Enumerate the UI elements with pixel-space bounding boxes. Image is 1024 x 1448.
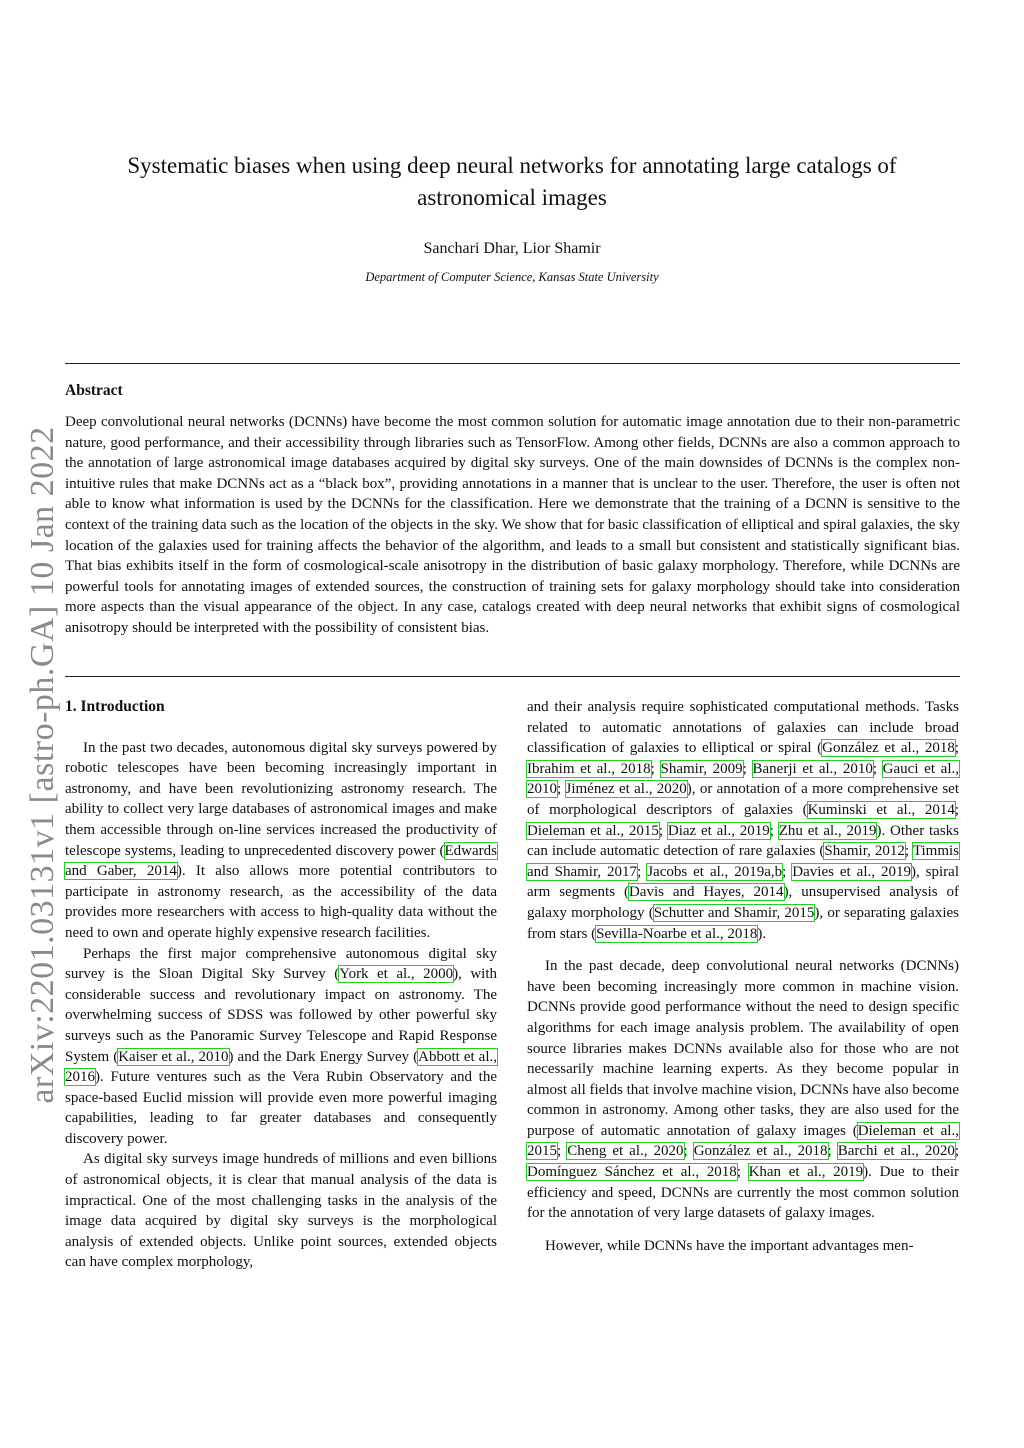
citation-link[interactable]: Sevilla-Noarbe et al., 2018 bbox=[596, 925, 758, 942]
paragraph-text: ), spiral arm segments ( bbox=[527, 863, 959, 901]
author-affiliation: Department of Computer Science, Kansas State University bbox=[365, 270, 659, 284]
citation-link[interactable]: Timmis and Shamir, 2017 bbox=[527, 843, 959, 880]
paragraph-text: ; bbox=[557, 1143, 568, 1160]
left-column-paragraphs bbox=[65, 738, 497, 1273]
paragraph-text: ; bbox=[782, 863, 793, 880]
right-column-paragraphs bbox=[527, 697, 959, 1256]
citation-link[interactable]: Ibrahim et al., 2018 bbox=[527, 760, 651, 777]
citation-link[interactable]: Zhu et al., 2019 bbox=[778, 822, 877, 839]
abstract-top-rule bbox=[65, 363, 960, 364]
citation-link[interactable]: Davies et al., 2019 bbox=[792, 863, 911, 880]
paragraph bbox=[65, 738, 497, 944]
citation-link[interactable]: Kuminski et al., 2014 bbox=[807, 801, 955, 818]
paragraph bbox=[527, 697, 959, 944]
citation-link[interactable]: González et al., 2018 bbox=[693, 1143, 828, 1160]
right-column bbox=[527, 697, 959, 1256]
citation-link[interactable]: Schutter and Shamir, 2015 bbox=[653, 904, 815, 921]
citation-link[interactable]: Barchi et al., 2020 bbox=[837, 1143, 955, 1160]
paragraph-text: ). bbox=[757, 925, 767, 942]
paragraph-text: ; bbox=[954, 740, 959, 757]
paragraph-text: and their analysis require sophisticated computational methods. Tasks related to automatic annotations of galaxies can include broad classification of galaxies to elliptical or spiral ( bbox=[527, 699, 959, 757]
citation-link[interactable]: Shamir, 2012 bbox=[824, 843, 905, 860]
citation-link[interactable]: Diaz et al., 2019 bbox=[667, 822, 770, 839]
paragraph bbox=[65, 1149, 497, 1273]
paragraph-text: As digital sky surveys image hundreds of millions and even billions of astronomical objects, it is clear that manual analysis of the data is impractical. One of the most challenging tasks in the analysis of the image data acquired by digital sky surveys is the morphological analysis of extended objects. Unlike point sources, extended objects can have complex morphology, bbox=[65, 1151, 497, 1271]
paragraph-text: ) and the Dark Energy Survey ( bbox=[228, 1048, 419, 1065]
arxiv-identifier bbox=[20, 420, 65, 1110]
paragraph-text: ). It also allows more potential contributors to participate in astronomy research, as the accessibility of the data provides more researchers with access to high-quality data without the need to own and operate highly expensive research facilities. bbox=[65, 863, 498, 941]
paragraph-text: ), with considerable success and revolutionary impact on astronomy. The overwhelming success of SDSS was followed by other powerful sky surveys such as the Panoramic Survey Telescope and Rapid Response System ( bbox=[65, 966, 497, 1065]
paragraph-text: ). Future ventures such as the Vera Rubin Observatory and the space-based Euclid mission will provide even more powerful imaging capabilities, leading to far greater databases and consequently discovery power. bbox=[65, 1069, 497, 1147]
paragraph-text: ; bbox=[658, 822, 668, 839]
paragraph-text: In the past decade, deep convolutional neural networks (DCNNs) have been becoming increasingly more common in machine vision. DCNNs provide good performance without the need to design specific algorithms for each image analysis problem. The availability of open source libraries makes DCNNs available also for those who are not necessarily machine learning experts. As they become popular in almost all fields that involve machine vision, DCNNs have also become common in astronomy. Among other tasks, they are also used for the purpose of automatic annotation of galaxy images ( bbox=[527, 958, 959, 1139]
paragraph-text: ; bbox=[557, 781, 566, 798]
paragraph-text: ; bbox=[872, 760, 883, 777]
paragraph-text: ; bbox=[742, 760, 753, 777]
citation-link[interactable]: Jiménez et al., 2020 bbox=[565, 781, 687, 798]
paragraph-text: ; bbox=[683, 1143, 694, 1160]
paragraph-text: ; bbox=[736, 1164, 749, 1181]
citation-link[interactable]: Dieleman et al., 2015 bbox=[527, 1122, 959, 1160]
paragraph-text: However, while DCNNs have the important advantages men- bbox=[545, 1237, 914, 1254]
paragraph-text: ). Other tasks can include automatic detection of rare galaxies ( bbox=[527, 822, 959, 860]
paragraph-text: Perhaps the first major comprehensive autonomous digital sky survey is the Sloan Digital Sky Survey ( bbox=[65, 945, 497, 983]
section-heading-introduction: 1. Introduction bbox=[65, 698, 165, 715]
citation-link[interactable]: Davis and Hayes, 2014 bbox=[628, 884, 784, 901]
citation-link[interactable]: González et al., 2018 bbox=[822, 740, 955, 757]
paragraph-text: ). Due to their efficiency and speed, DCNNs are currently the most common solution for the annotation of very large datasets of galaxy images. bbox=[527, 1164, 960, 1222]
citation-link[interactable]: Edwards and Gaber, 2014 bbox=[65, 842, 497, 880]
paragraph-text: ; bbox=[769, 822, 779, 839]
citation-link[interactable]: Khan et al., 2019 bbox=[748, 1164, 864, 1181]
paragraph-text: ; bbox=[954, 1143, 960, 1160]
citation-link[interactable]: Jacobs et al., 2019a,b bbox=[647, 863, 783, 880]
citation-link[interactable]: Shamir, 2009 bbox=[660, 760, 743, 777]
abstract-heading: Abstract bbox=[65, 382, 123, 399]
paragraph bbox=[527, 1236, 959, 1257]
paragraph-text: ), or annotation of a more comprehensive set of morphological descriptors of galaxies ( bbox=[527, 781, 960, 818]
arxiv-identifier-text: arXiv:2201.03131v1 [astro-ph.GA] 10 Jan 2022 bbox=[23, 426, 61, 1104]
citation-link[interactable]: Gauci et al., 2010 bbox=[527, 760, 959, 798]
paragraph-text: ; bbox=[827, 1143, 838, 1160]
paragraph-text: ), or separating galaxies from stars ( bbox=[527, 904, 960, 942]
left-column bbox=[65, 697, 497, 1273]
citation-link[interactable]: Domínguez Sánchez et al., 2018 bbox=[527, 1164, 737, 1181]
citation-link[interactable]: Banerji et al., 2010 bbox=[752, 760, 873, 777]
abstract-text: Deep convolutional neural networks (DCNNs) have become the most common solution for automatic image annotation due to their non-parametric nature, good performance, and their accessibility through libraries such as TensorFlow. Among other fields, DCNNs are also a common approach to the annotation of large astronomical image databases acquired by digital sky surveys. One of the main downsides of DCNNs is the complex non-intuitive rules that make DCNNs act as a “black box”, providing annotations in a manner that is unclear to the user. Therefore, the user is often not able to know what information is used by the DCNNs for the classification. Here we demonstrate that the training of a DCNN is sensitive to the context of the training data such as the location of the objects in the sky. We show that for basic classification of elliptical and spiral galaxies, the sky location of the galaxies used for training affects the behavior of the algorithm, and leads to a small but consistent and statistically significant bias. That bias exhibits itself in the form of cosmological-scale anisotropy in the distribution of basic galaxy morphology. Therefore, while DCNNs are powerful tools for annotating images of extended sources, the construction of training sets for galaxy morphology should take into consideration more aspects than the visual appearance of the object. In any case, catalogs created with deep neural networks that exhibit signs of cosmological anisotropy should be interpreted with the possibility of consistent bias. bbox=[65, 414, 960, 636]
paragraph-text: ; bbox=[637, 863, 648, 880]
citation-link[interactable]: Dieleman et al., 2015 bbox=[527, 822, 659, 839]
paper-authors: Sanchari Dhar, Lior Shamir bbox=[423, 240, 601, 257]
paragraph bbox=[65, 944, 497, 1150]
citation-link[interactable]: York et al., 2000 bbox=[339, 966, 454, 983]
paragraph-text: ), unsupervised analysis of galaxy morphology ( bbox=[527, 884, 959, 921]
citation-link[interactable]: Abbott et al., 2016 bbox=[65, 1048, 497, 1086]
paper-title: Systematic biases when using deep neural networks for annotating large catalogs of astronomical images bbox=[127, 153, 897, 210]
paragraph-text: ; bbox=[904, 843, 913, 860]
citation-link[interactable]: Kaiser et al., 2010 bbox=[118, 1048, 229, 1065]
abstract-bottom-rule bbox=[65, 676, 960, 677]
paragraph bbox=[527, 956, 959, 1224]
citation-link[interactable]: Cheng et al., 2020 bbox=[567, 1143, 684, 1160]
paragraph-text: In the past two decades, autonomous digital sky surveys powered by robotic telescopes have been becoming increasingly important in astronomy, and have been revolutionizing astronomy research. The ability to collect very large databases of astronomical images and make them accessible through on-line services increased the productivity of telescope systems, leading to unprecedented discovery power ( bbox=[65, 739, 497, 859]
paragraph-text: ; bbox=[954, 801, 959, 818]
paragraph-text: ; bbox=[650, 760, 661, 777]
